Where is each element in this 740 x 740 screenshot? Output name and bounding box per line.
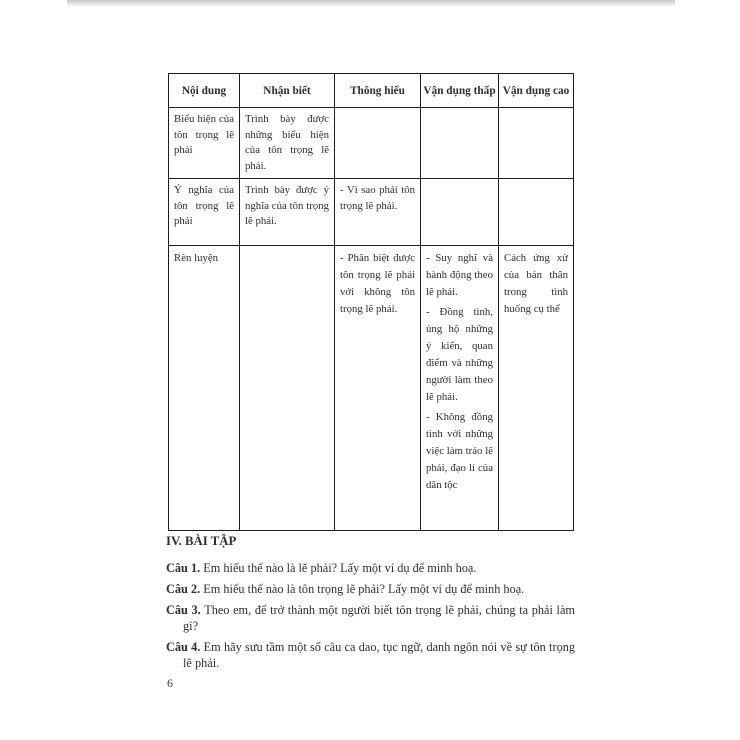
table-header-row	[169, 74, 574, 108]
table-cell-empty	[499, 108, 574, 179]
table-cell: - Suy nghĩ và hành động theo lẽ phải. - Đồng tình, ủng hộ những ý kiến, quan điểm và những người làm theo lẽ phải. - Không đồng tình với những việc làm tráo lẽ phải, đạo lí của dân tộc	[421, 246, 499, 531]
question-label: Câu 3.	[166, 603, 201, 617]
section-heading: IV. BÀI TẬP	[166, 534, 237, 548]
table-cell: Cách ứng xử của bản thân trong tình huống cụ thể	[499, 246, 574, 531]
table-cell: Trình bày được những biểu hiện của tôn trọng lẽ phải.	[240, 108, 335, 179]
col-header-nhan-biet: Nhận biết	[240, 74, 335, 108]
exercise-question-2	[166, 581, 575, 597]
assessment-rubric-table	[168, 73, 574, 531]
question-text: Em hiểu thế nào là tôn trọng lẽ phải? Lấy một ví dụ để minh hoạ.	[203, 582, 525, 596]
table-cell: - Vì sao phải tôn trọng lẽ phải.	[335, 179, 421, 246]
exercises-section	[166, 533, 575, 676]
table-cell: Ý nghĩa của tôn trọng lẽ phải	[169, 179, 240, 246]
question-text: Theo em, để trở thành một người biết tôn trọng lẽ phải, chúng ta phải làm gì?	[183, 603, 575, 633]
exercise-question-1	[166, 560, 575, 576]
table-cell-empty	[421, 108, 499, 179]
table-row-bieu-hien	[169, 108, 574, 179]
page-number: 6	[167, 676, 173, 690]
table-cell-empty	[499, 179, 574, 246]
exercise-question-4	[166, 639, 575, 671]
table-cell: - Phân biệt được tôn trọng lẽ phải với không tôn trọng lẽ phải.	[335, 246, 421, 531]
table-cell-empty	[421, 179, 499, 246]
table-row-y-nghia	[169, 179, 574, 246]
table-cell: Biểu hiện của tôn trọng lẽ phải	[169, 108, 240, 179]
col-header-van-dung-thap: Vận dụng thấp	[421, 74, 499, 108]
col-header-thong-hieu: Thông hiểu	[335, 74, 421, 108]
question-label: Câu 1.	[166, 561, 201, 575]
question-text: Em hãy sưu tầm một số câu ca dao, tục ngữ, danh ngôn nói về sự tôn trọng lẽ phải.	[183, 640, 576, 670]
page-scan-edge	[67, 0, 675, 6]
exercise-question-3	[166, 602, 575, 634]
table-cell-empty	[335, 108, 421, 179]
table-cell: Trình bày được ý nghĩa của tôn trọng lẽ phải.	[240, 179, 335, 246]
table-cell: Rèn luyện	[169, 246, 240, 531]
table-row-ren-luyen	[169, 246, 574, 531]
question-label: Câu 2.	[166, 582, 201, 596]
col-header-van-dung-cao: Vận dụng cao	[499, 74, 574, 108]
question-label: Câu 4.	[166, 640, 201, 654]
col-header-noi-dung: Nội dung	[169, 74, 240, 108]
table-cell-empty	[240, 246, 335, 531]
question-text: Em hiểu thế nào là lẽ phải? Lấy một ví dụ để minh hoạ.	[203, 561, 477, 575]
